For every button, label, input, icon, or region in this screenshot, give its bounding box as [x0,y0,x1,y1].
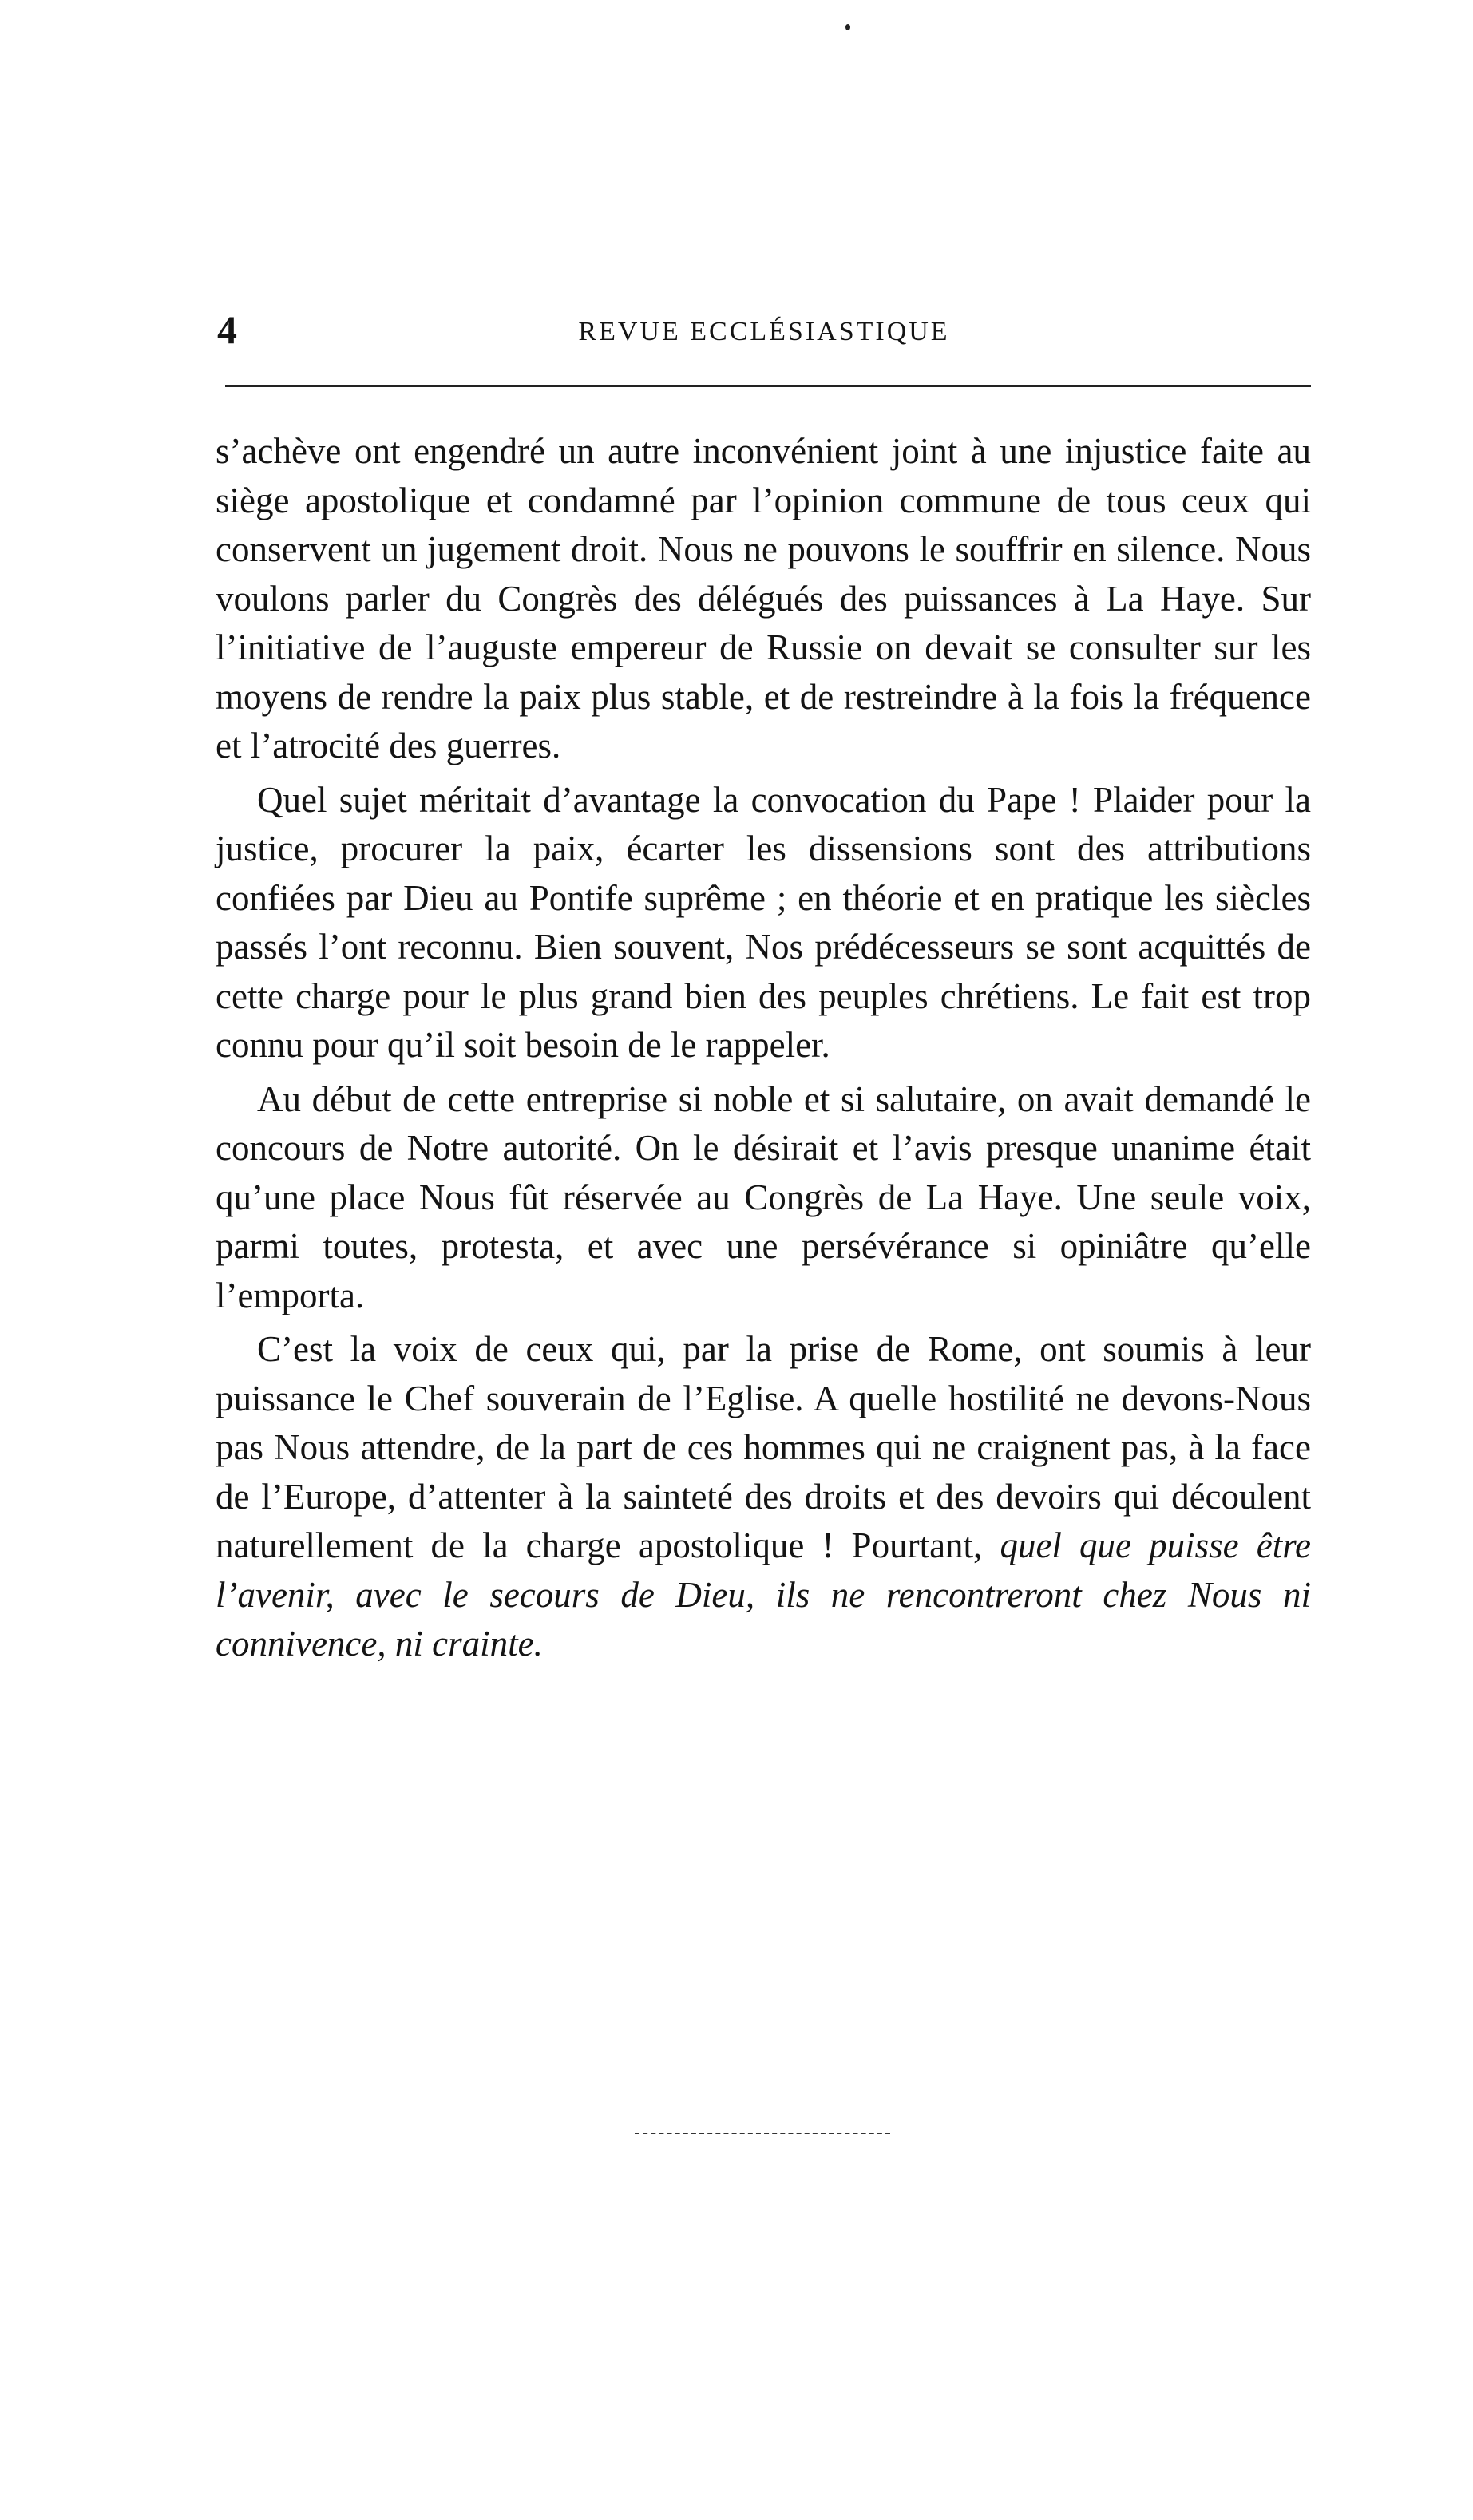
paragraph-4-italic: quel que puisse être l’avenir, avec le secours de Dieu, ils ne rencontreront chez Nous ni connivence, ni crainte. [216,1525,1312,1664]
closing-rule [635,2133,890,2134]
page-number: 4 [217,307,237,352]
running-title: REVUE ECCLÉSIASTIQUE [578,317,950,346]
paragraph-3: Au début de cette entreprise si noble et si salutaire, on avait demandé le concours de Notre autorité. On le désirait et l’avis presque unanime était qu’une place Nous fût réservée au Congrès de La Haye. Une seule voix, parmi toutes, protesta, et avec une persévérance si opiniâtre qu’elle l’emporta. [216,1078,1311,1315]
page-header [217,302,1311,358]
paragraph-1: s’achève ont engendré un autre inconvénient joint à une injustice faite au siège apostolique et condamné par l’opinion commune de tous ceux qui conservent un jugement droit. Nous ne pouvons le souffrir en silence. Nous voulons parler du Congrès des délégués des puissances à La Haye. Sur l’initiative de l’auguste empereur de Russie on devait se consulter sur les moyens de rendre la paix plus stable, et de restreindre à la fois la fréquence et l’atrocité des guerres. [216,431,1311,765]
header-rule [225,385,1311,387]
body-text [216,427,1311,1674]
paragraph-4-roman: C’est la voix de ceux qui, par la prise de Rome, ont soumis à leur puissance le Chef souverain de l’Eglise. A quelle hostilité ne devons-Nous pas Nous attendre, de la part de ces hommes qui ne craignent pas, à la face de l’Europe, d’attenter à la sainteté des droits et des devoirs qui découlent naturellement de la charge apostolique ! Pourtant, [216,1329,1311,1565]
paragraph-2: Quel sujet méritait d’avantage la convocation du Pape ! Plaider pour la justice, procurer la paix, écarter les dissensions sont des attributions confiées par Dieu au Pontife suprême ; en théorie et en pratique les siècles passés l’ont reconnu. Bien souvent, Nos prédécesseurs se sont acquittés de cette charge pour le plus grand bien des peuples chrétiens. Le fait est trop connu pour qu’il soit besoin de le rappeler. [216,779,1311,1065]
paragraph-4 [216,1325,1311,1669]
ink-speck [845,24,850,30]
